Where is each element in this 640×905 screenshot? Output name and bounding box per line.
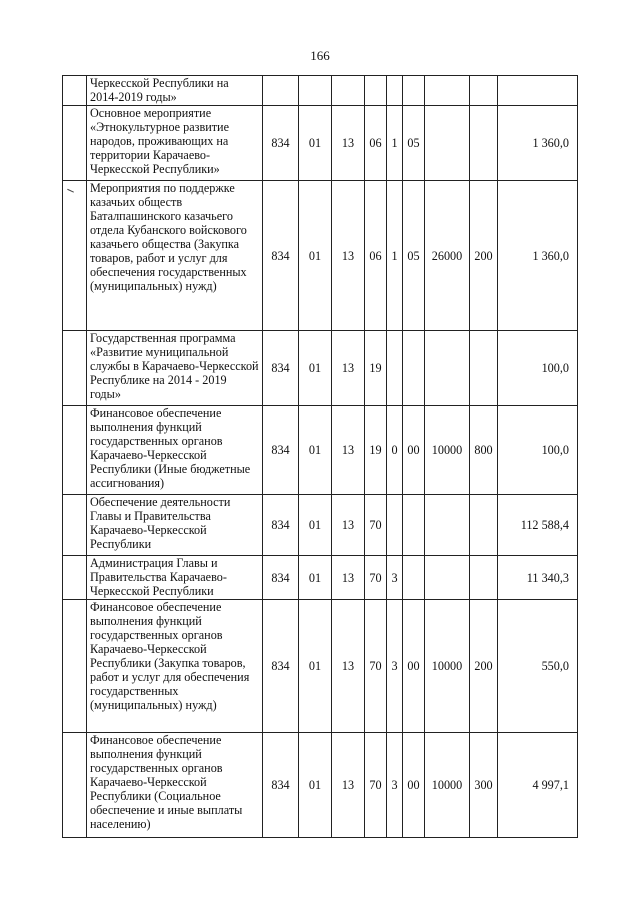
- item-name-cell: Основное мероприятие «Этнокультурное развитие народов, проживающих на территории Карачаево-Черкесской Республики»: [87, 106, 263, 181]
- row-index-cell: [63, 556, 87, 600]
- vr-cell: [470, 495, 498, 556]
- cs-direction-cell: 10000: [425, 733, 470, 838]
- cs-event-cell: [403, 495, 425, 556]
- rz-cell: 01: [299, 600, 332, 733]
- gr-cell: 834: [263, 331, 299, 406]
- cs-direction-cell: 10000: [425, 600, 470, 733]
- gr-cell: 834: [263, 181, 299, 331]
- amount-cell: 100,0: [498, 331, 578, 406]
- table-row: [63, 106, 578, 181]
- cs-direction-cell: [425, 556, 470, 600]
- page-number: 166: [310, 48, 330, 63]
- cs-program-cell: 70: [365, 733, 387, 838]
- vr-cell: 200: [470, 181, 498, 331]
- gr-cell: [263, 76, 299, 106]
- rz-cell: 01: [299, 106, 332, 181]
- vr-cell: [470, 106, 498, 181]
- pr-cell: 13: [332, 733, 365, 838]
- vr-cell: [470, 76, 498, 106]
- cs-subprogram-cell: [387, 495, 403, 556]
- gr-cell: 834: [263, 406, 299, 495]
- budget-table: [62, 75, 578, 838]
- amount-cell: 11 340,3: [498, 556, 578, 600]
- gr-cell: 834: [263, 556, 299, 600]
- cs-event-cell: [403, 556, 425, 600]
- rz-cell: 01: [299, 181, 332, 331]
- table-row: [63, 495, 578, 556]
- table-row: [63, 556, 578, 600]
- table-row: [63, 733, 578, 838]
- cs-event-cell: 05: [403, 106, 425, 181]
- pr-cell: 13: [332, 600, 365, 733]
- rz-cell: [299, 76, 332, 106]
- cs-subprogram-cell: 3: [387, 733, 403, 838]
- cs-program-cell: 70: [365, 495, 387, 556]
- cs-direction-cell: 10000: [425, 406, 470, 495]
- cs-subprogram-cell: 1: [387, 181, 403, 331]
- cs-program-cell: 19: [365, 406, 387, 495]
- vr-cell: [470, 331, 498, 406]
- table-row: [63, 181, 578, 331]
- table-body: [63, 76, 578, 838]
- item-name-cell: Государственная программа «Развитие муниципальной службы в Карачаево-Черкесской Республике на 2014 - 2019 годы»: [87, 331, 263, 406]
- cs-program-cell: 70: [365, 600, 387, 733]
- pr-cell: [332, 76, 365, 106]
- row-index-cell: [63, 495, 87, 556]
- cs-direction-cell: 26000: [425, 181, 470, 331]
- cs-event-cell: 05: [403, 181, 425, 331]
- table-row: [63, 76, 578, 106]
- table-row: [63, 331, 578, 406]
- gr-cell: 834: [263, 106, 299, 181]
- item-name-cell: Мероприятия по поддержке казачьих обществ Баталпашинского казачьего отдела Кубанского войскового казачьего общества (Закупка товаров, работ и услуг для обеспечения государственных (муниципальных) нужд): [87, 181, 263, 331]
- rz-cell: 01: [299, 406, 332, 495]
- row-index-cell: [63, 181, 87, 331]
- row-index-cell: [63, 733, 87, 838]
- gr-cell: 834: [263, 733, 299, 838]
- cs-program-cell: 06: [365, 106, 387, 181]
- cs-program-cell: 06: [365, 181, 387, 331]
- gr-cell: 834: [263, 600, 299, 733]
- item-name-cell: Обеспечение деятельности Главы и Правительства Карачаево-Черкесской Республики: [87, 495, 263, 556]
- item-name-cell: Черкесской Республики на 2014-2019 годы»: [87, 76, 263, 106]
- cs-event-cell: [403, 76, 425, 106]
- pr-cell: 13: [332, 406, 365, 495]
- cs-subprogram-cell: 3: [387, 556, 403, 600]
- cs-program-cell: [365, 76, 387, 106]
- cs-direction-cell: [425, 495, 470, 556]
- pr-cell: 13: [332, 106, 365, 181]
- cs-direction-cell: [425, 331, 470, 406]
- pr-cell: 13: [332, 181, 365, 331]
- cs-event-cell: [403, 331, 425, 406]
- cs-subprogram-cell: [387, 331, 403, 406]
- item-name-cell: Финансовое обеспечение выполнения функций государственных органов Карачаево-Черкесской Республики (Иные бюджетные ассигнования): [87, 406, 263, 495]
- cs-program-cell: 19: [365, 331, 387, 406]
- row-index-cell: [63, 331, 87, 406]
- amount-cell: 1 360,0: [498, 181, 578, 331]
- vr-cell: 200: [470, 600, 498, 733]
- gr-cell: 834: [263, 495, 299, 556]
- item-name-cell: Финансовое обеспечение выполнения функций государственных органов Карачаево-Черкесской Республики (Закупка товаров, работ и услуг для обеспечения государственных (муниципальных) нужд): [87, 600, 263, 733]
- item-name-cell: Администрация Главы и Правительства Карачаево-Черкесской Республики: [87, 556, 263, 600]
- pr-cell: 13: [332, 331, 365, 406]
- table-row: [63, 600, 578, 733]
- cs-subprogram-cell: 1: [387, 106, 403, 181]
- row-index-cell: [63, 406, 87, 495]
- amount-cell: [498, 76, 578, 106]
- cs-direction-cell: [425, 76, 470, 106]
- cs-subprogram-cell: 3: [387, 600, 403, 733]
- rz-cell: 01: [299, 495, 332, 556]
- vr-cell: [470, 556, 498, 600]
- cs-event-cell: 00: [403, 600, 425, 733]
- amount-cell: 1 360,0: [498, 106, 578, 181]
- cs-program-cell: 70: [365, 556, 387, 600]
- amount-cell: 100,0: [498, 406, 578, 495]
- cs-subprogram-cell: 0: [387, 406, 403, 495]
- row-index-cell: [63, 106, 87, 181]
- vr-cell: 300: [470, 733, 498, 838]
- cs-subprogram-cell: [387, 76, 403, 106]
- row-index-cell: [63, 76, 87, 106]
- pr-cell: 13: [332, 495, 365, 556]
- amount-cell: 4 997,1: [498, 733, 578, 838]
- cs-event-cell: 00: [403, 733, 425, 838]
- table-row: [63, 406, 578, 495]
- amount-cell: 550,0: [498, 600, 578, 733]
- vr-cell: 800: [470, 406, 498, 495]
- cs-direction-cell: [425, 106, 470, 181]
- amount-cell: 112 588,4: [498, 495, 578, 556]
- rz-cell: 01: [299, 331, 332, 406]
- cs-event-cell: 00: [403, 406, 425, 495]
- rz-cell: 01: [299, 556, 332, 600]
- pr-cell: 13: [332, 556, 365, 600]
- item-name-cell: Финансовое обеспечение выполнения функций государственных органов Карачаево-Черкесской Республики (Социальное обеспечение и иные выплаты населению): [87, 733, 263, 838]
- row-index-cell: [63, 600, 87, 733]
- rz-cell: 01: [299, 733, 332, 838]
